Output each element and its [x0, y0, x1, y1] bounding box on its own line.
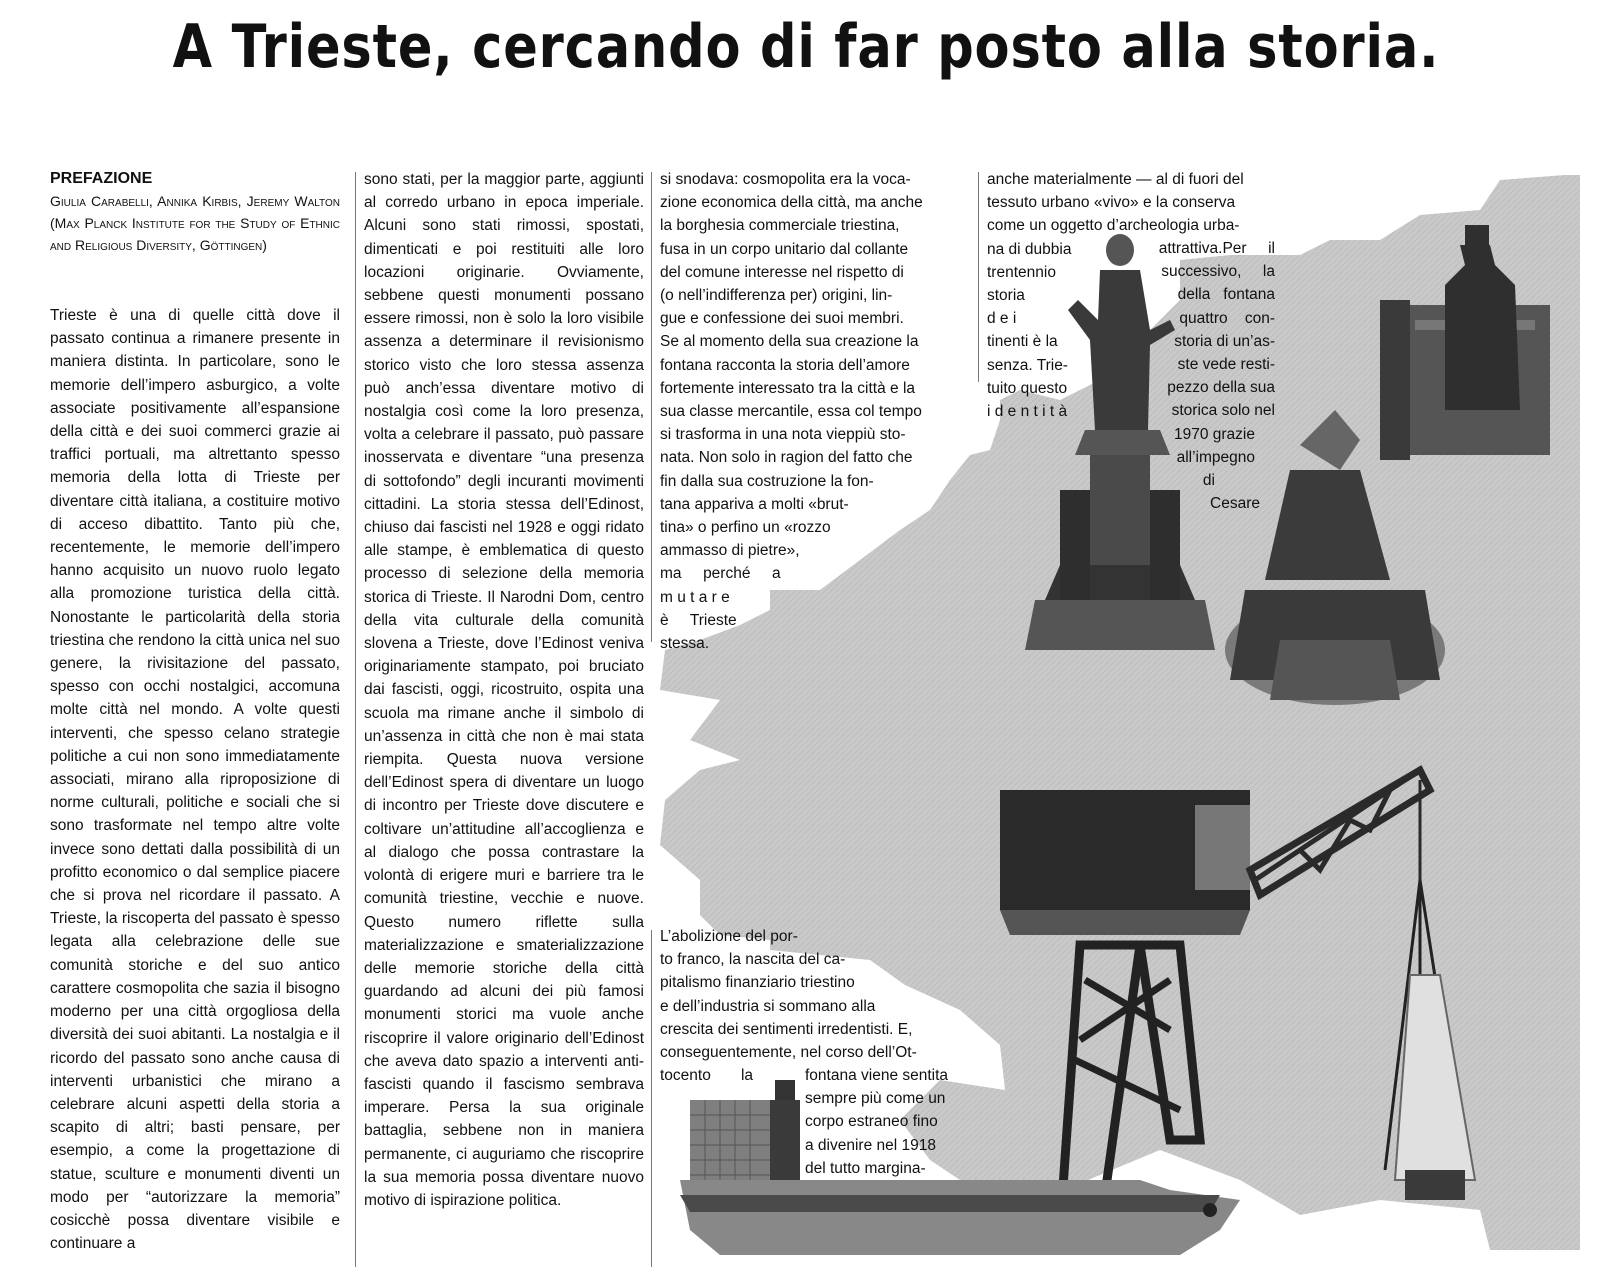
text-line: e dell’industria si sommano alla	[660, 997, 876, 1015]
text-line: to franco, la nascita del ca-	[660, 951, 846, 969]
text-line: pitalismo finanziario triestino	[660, 974, 855, 992]
text-line: si trasforma in una nota vieppiù sto-	[660, 426, 906, 444]
text-line: ma perché a	[660, 565, 781, 583]
text-line: pezzo della sua	[1167, 379, 1275, 397]
text-line: la borghesia commerciale triestina,	[660, 217, 900, 235]
text-line: ammasso di pietre»,	[660, 542, 800, 560]
text-line: è Trieste	[660, 611, 737, 629]
page-title: A Trieste, cercando di far posto alla storia.	[172, 12, 1440, 82]
text-line: sempre più come un	[805, 1090, 946, 1108]
text-line: di	[1202, 472, 1215, 490]
preface-authors: Giulia Carabelli, Annika Kirbis, Jeremy Walton (Max Planck Institute for the Study of Ethnic and Religious Diversity, Göttingen)	[50, 193, 340, 253]
text-line: senza. Trie-	[987, 356, 1068, 374]
text-line: del tutto margina-	[805, 1159, 926, 1177]
text-line: tessuto urbano «vivo» e la conserva	[987, 194, 1236, 212]
text-line: come un oggetto d’archeologia urba-	[987, 217, 1240, 235]
text-line: successivo, la	[1161, 263, 1275, 281]
text-line: gue e confessione dei suoi membri.	[660, 310, 904, 328]
text-line: (o nell’indifferenza per) origini, lin-	[660, 287, 893, 305]
text-line: tocento la	[660, 1067, 754, 1085]
column-rule	[651, 172, 652, 642]
column-1	[50, 168, 340, 1255]
text-line: crescita dei sentimenti irredentisti. E,	[660, 1020, 913, 1038]
text-line: tana appariva a molti «brut-	[660, 495, 849, 513]
text-line: tuito questo	[987, 379, 1068, 397]
text-line: fontana viene sentita	[805, 1067, 949, 1084]
text-line: a divenire nel 1918	[805, 1136, 936, 1154]
column-1-text: Trieste è una di quelle città dove il passato continua a rimanere presente in maniera distinta. In particolare, sono le memorie dell’impero asburgico, a volte associate positivamente all’espansione della città e dei suoi commerci grazie ai traffici portuali, ma altrettanto spesso memoria della lotta di Trieste per diventare città italiana, a costituire motivo di acceso dibattito. Tanto più che, recentemente, le memorie dell’impero hanno acquisito un nuovo ruolo legato alla promozione turistica della città. Nonostante le particolarità della storia triestina che rendono la città unica nel suo genere, la rivisitazione del passato, spesso con occhi nostalgici, accomuna molte città nel mondo. A volte questi interventi, che spesso celano strategie politiche a cui non sono immediatamente associati, mirano alla riproposizione di norme culturali, politiche e sociali che si sono trasformate nel tempo altre volte invece sono dettati dalla possibilità di un profitto economico o dal semplice piacere che si prova nel ricordare il passato. A Trieste, la riscoperta del passato è spesso legata alla celebrazione delle sue comunità storiche e del suo antico carattere cosmopolita che sazia il bisogno moderno per una città orgogliosa della diversità dei suoi abitanti. La nostalgia e il ricordo del passato sono anche causa di interventi urbanistici che mirano a celebrare alcuni aspetti della storia a scapito di altri; basti pensare, per esempio, a come la progettazione di statue, sculture e monumenti diventi un modo per “autorizzare la memoria” cosicchè possa diventare visibile e continuare a	[50, 307, 340, 1253]
text-line: si snodava: cosmopolita era la voca-	[660, 171, 911, 188]
text-line: stessa.	[660, 635, 710, 653]
text-line: L’abolizione del por-	[660, 928, 798, 945]
text-line: ste vede resti-	[1177, 356, 1275, 374]
text-line: fontana racconta la storia dell’amore	[660, 356, 910, 374]
text-line: zione economica della città, ma anche	[660, 194, 923, 212]
text-line: fin dalla sua costruzione la fon-	[660, 472, 874, 490]
text-line: fortemente interessato tra la città e la	[660, 379, 916, 397]
text-line: del comune interesse nel rispetto di	[660, 263, 904, 281]
text-line: 1970 grazie	[1173, 425, 1255, 443]
column-3-top	[660, 168, 960, 655]
text-line: Cesare	[1210, 495, 1260, 513]
text-line: Se al momento della sua creazione la	[660, 333, 919, 351]
column-2-text: sono stati, per la maggior parte, aggiunti al corredo urbano in epoca imperiale. Alcuni sono stati rimossi, spostati, dimenticati e poi restituiti alle loro locazioni originarie. Ovviamente, sebbene questi monumenti possano essere rimossi, non è solo la loro visibile assenza a determinare il revisionismo storico visto che loro stessa assenza può anch’essa diventare motivo di nostalgia così come la loro presenza, volta a celebrare il passato, può passare inosservata e diventare “una presenza di sottofondo” degli incuranti movimenti cittadini. La storia stessa dell’Edinost, chiuso dai fascisti nel 1928 e oggi ridato alle stampe, è emblematica di questo processo di selezione della memoria storica di Trieste. Il Narodni Dom, centro della vita culturale della comunità slovena a Trieste, dove l’Edinost veniva originariamente stampato, poi bruciato dai fascisti, oggi, ricostruito, ospita una scuola ma rimane anche il simbolo di un’assenza in città che non è mai stata riempita. Questa nuova versione dell’Edinost spera di diventare un luogo di incontro per Trieste dove discutere e coltivare un’attitudine all’accoglienza e al dialogo che possa contrastare la volontà di erigere muri e barriere tra le comunità triestine, vecchie e nuove. Questo numero riflette sulla materializzazione e smaterializzazione delle memorie storiche della città guardando ad alcuni dei più famosi monumenti storici ma vuole anche riscoprire il valore originario dell’Edinost che aveva dato spazio a interventi anti-fascisti quando il fascismo sembrava imperare. Persa la sua originale battaglia, sebbene non in maniera permanente, ci auguriamo che riscoprire la sua memoria possa diventare nuovo motivo di ispirazione politica.	[364, 171, 644, 1209]
text-line: tinenti è la	[987, 333, 1058, 351]
text-line: della fontana	[1177, 286, 1275, 304]
text-line: tina» o perfino un «rozzo	[660, 519, 831, 537]
text-line: m u t a r e	[660, 588, 730, 606]
text-line: quattro con-	[1179, 309, 1275, 327]
column-rule	[355, 172, 356, 1267]
text-line: trentennio	[987, 263, 1056, 281]
text-line: na di dubbia	[987, 240, 1072, 258]
preface-heading: PREFAZIONE	[50, 170, 153, 187]
text-line: all’impegno	[1176, 448, 1255, 466]
column-4-right	[1145, 237, 1275, 515]
text-line: sua classe mercantile, essa col tempo	[660, 403, 922, 421]
column-rule	[651, 930, 652, 1267]
text-line: fusa in un corpo unitario dal collante	[660, 240, 909, 258]
column-2	[364, 168, 644, 1212]
text-line: nata. Non solo in ragion del fatto che	[660, 449, 913, 467]
column-rule	[978, 172, 979, 382]
text-line: corpo estraneo fino	[805, 1113, 938, 1131]
text-line: conseguentemente, nel corso dell’Ot-	[660, 1044, 917, 1062]
text-line: storia di un’as-	[1174, 332, 1275, 350]
text-line: attrattiva.Per il	[1158, 240, 1275, 257]
text-line: storia	[987, 287, 1025, 305]
text-line: storica solo nel	[1171, 402, 1275, 420]
text-line: d e i	[987, 310, 1017, 328]
column-3-bottom-right	[805, 1064, 965, 1180]
text-line: anche materialmente — al di fuori del	[987, 171, 1244, 188]
text-line: i d e n t i t à	[987, 403, 1068, 421]
